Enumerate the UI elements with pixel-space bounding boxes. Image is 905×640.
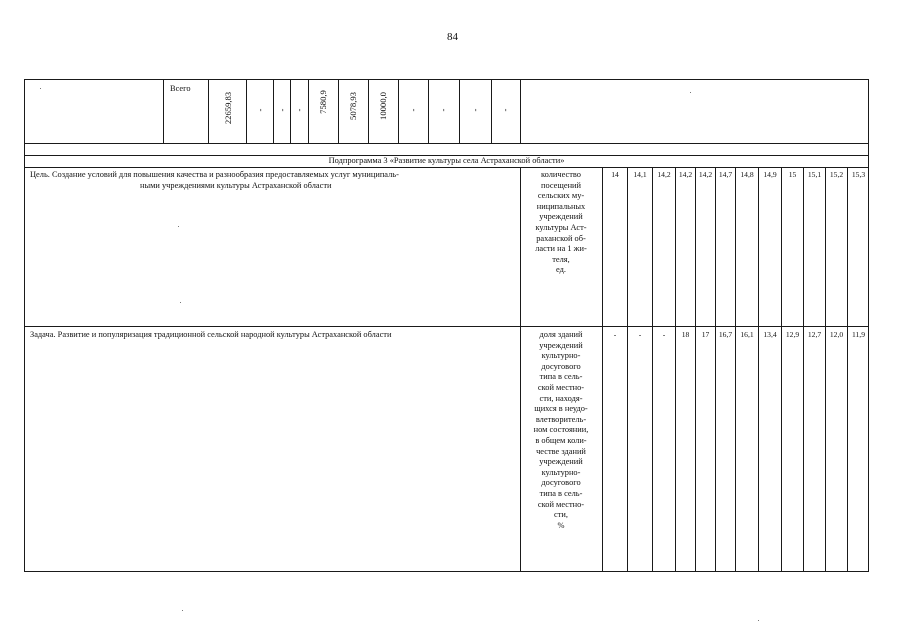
- indicator-line: щихся в неудо-: [534, 404, 588, 414]
- table-rule: [695, 167, 696, 572]
- task-value: 16,1: [740, 330, 754, 339]
- indicator-line: типа в сель-: [539, 372, 583, 382]
- total-value: -: [255, 108, 265, 112]
- goal-value: 15: [788, 170, 797, 179]
- total-value: -: [500, 108, 510, 112]
- table-rule: [24, 143, 869, 144]
- indicator-line: %: [557, 520, 565, 530]
- task-value: 16,7: [718, 330, 733, 339]
- indicator-line: доля зданий: [539, 330, 583, 339]
- table-rule: [803, 167, 804, 572]
- goal-text-line: ными учреждениями культуры Астраханской области: [140, 181, 332, 190]
- goal-value: 14,1: [633, 170, 647, 179]
- total-value: 7580,9: [318, 90, 328, 114]
- table-rule: [273, 79, 274, 143]
- indicator-line: ласти на 1 жи-: [535, 244, 587, 254]
- scan-speck: [690, 92, 691, 93]
- indicator-line: типа в сель-: [539, 488, 583, 498]
- goal-value: 14,8: [740, 170, 754, 179]
- indicator-line: культурно-: [541, 351, 581, 361]
- task-value: 11,9: [851, 330, 865, 339]
- indicator-line: сти, находя-: [539, 393, 583, 403]
- table-rule: [491, 79, 492, 143]
- task-value: -: [638, 330, 642, 339]
- scan-speck: [758, 620, 759, 621]
- table-rule: [602, 167, 603, 572]
- table-rule: [24, 326, 869, 327]
- goal-text-line: Цель. Создание условий для повышения качества и разнообразия предоставляемых услуг муниципаль-: [30, 170, 399, 179]
- total-value: -: [438, 108, 448, 112]
- subprogram-title: Подпрограмма 3 «Развитие культуры села Астраханской области»: [328, 156, 565, 165]
- goal-indicator: [521, 170, 601, 276]
- table-rule: [163, 79, 164, 143]
- goal-value: 14,7: [718, 170, 733, 179]
- task-value: 12,9: [785, 330, 800, 339]
- table-rule: [758, 167, 759, 572]
- total-value: -: [277, 108, 287, 112]
- indicator-line: учреждений: [539, 457, 583, 467]
- goal-value: 15,2: [829, 170, 844, 179]
- indicator-line: учреждений: [539, 340, 583, 350]
- table-rule: [627, 167, 628, 572]
- indicator-line: влетворитель-: [535, 414, 587, 424]
- task-text-line: Задача. Развитие и популяризация традиционной сельской народной культуры Астраханской области: [30, 330, 392, 339]
- goal-value: 15,3: [851, 170, 866, 179]
- indicator-line: сельских му-: [537, 191, 585, 201]
- task-value: -: [613, 330, 617, 339]
- table-rule: [520, 79, 521, 143]
- table-rule: [735, 167, 736, 572]
- indicator-line: теля,: [552, 254, 570, 264]
- task-value: 17: [701, 330, 710, 339]
- indicator-line: в общем коли-: [535, 435, 587, 445]
- indicator-line: культурно-: [541, 467, 581, 477]
- table-rule: [338, 79, 339, 143]
- table-rule: [781, 167, 782, 572]
- indicator-line: ном состоянии,: [533, 425, 589, 435]
- indicator-line: честве зданий: [536, 446, 586, 456]
- total-value: -: [470, 108, 480, 112]
- table-rule: [847, 167, 848, 572]
- indicator-line: досугового: [541, 361, 581, 371]
- table-rule: [652, 167, 653, 572]
- table-rule: [246, 79, 247, 143]
- total-value: 5078,93: [348, 92, 358, 120]
- table-rule: [428, 79, 429, 143]
- table-rule: [290, 79, 291, 143]
- table-rule: [24, 167, 869, 168]
- indicator-line: ниципальных: [536, 201, 586, 211]
- indicator-line: ед.: [556, 265, 566, 275]
- table-rule: [368, 79, 369, 143]
- table-rule: [398, 79, 399, 143]
- indicator-line: культуры Аст-: [535, 222, 587, 232]
- indicator-line: количество: [541, 170, 581, 179]
- indicator-line: досугового: [541, 478, 581, 488]
- total-value: 10000,0: [378, 92, 388, 120]
- task-value: 13,4: [763, 330, 777, 339]
- indicator-line: учреждений: [539, 212, 583, 222]
- scan-speck: [178, 226, 179, 227]
- table-rule: [459, 79, 460, 143]
- task-value: 18: [681, 330, 690, 339]
- goal-value: 14,2: [678, 170, 693, 179]
- goal-value: 14,2: [698, 170, 713, 179]
- indicator-line: ской местно-: [537, 499, 585, 509]
- table-rule: [825, 167, 826, 572]
- scan-speck: [40, 88, 41, 89]
- table-rule: [308, 79, 309, 143]
- total-label: Всего: [170, 84, 191, 93]
- table-rule: [715, 167, 716, 572]
- task-value: 12,0: [829, 330, 844, 339]
- total-value: -: [294, 108, 304, 112]
- total-value: 22659,83: [223, 91, 233, 125]
- scan-speck: [182, 610, 183, 611]
- indicator-line: ской местно-: [537, 382, 585, 392]
- goal-value: 14,9: [763, 170, 777, 179]
- table-rule: [675, 167, 676, 572]
- task-value: 12,7: [807, 330, 822, 339]
- task-indicator: [521, 330, 601, 531]
- goal-value: 15,1: [807, 170, 822, 179]
- indicator-line: раханской об-: [536, 233, 586, 243]
- page-number: 84: [447, 31, 458, 43]
- task-value: -: [662, 330, 666, 339]
- table-rule: [208, 79, 209, 143]
- total-value: -: [408, 108, 418, 112]
- indicator-line: посещений: [540, 180, 582, 190]
- goal-value: 14,2: [657, 170, 671, 179]
- goal-value: 14: [611, 170, 619, 179]
- scan-speck: [180, 302, 181, 303]
- indicator-line: сти,: [554, 510, 568, 520]
